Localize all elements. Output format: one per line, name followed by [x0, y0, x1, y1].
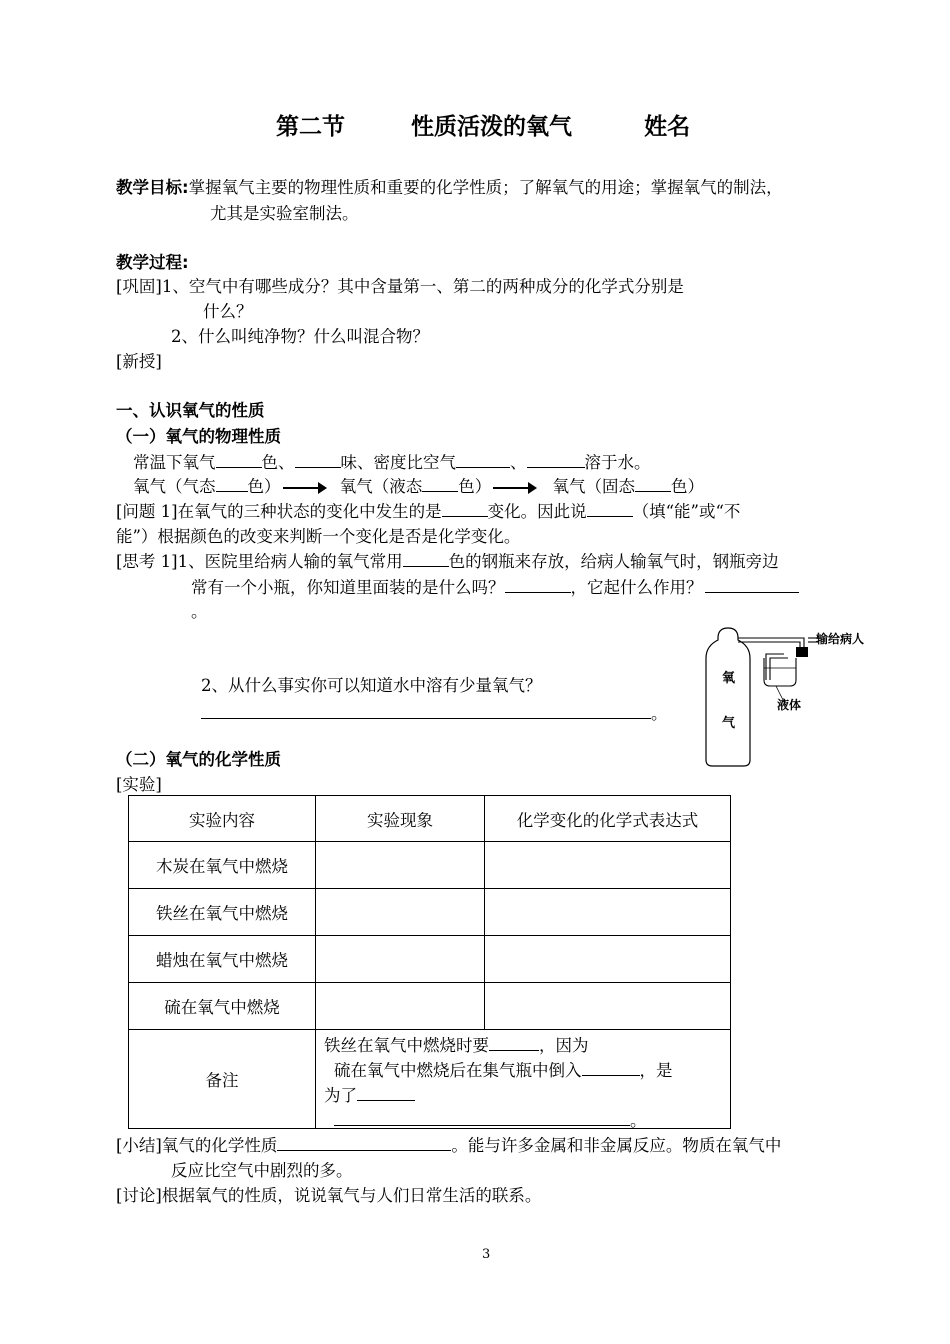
table-row — [129, 936, 731, 983]
review-q1-line1: [巩固]1、空气中有哪些成分？其中含量第一、第二的两种成分的化学式分别是 — [116, 277, 684, 296]
table-header-row — [129, 796, 731, 842]
phenomenon-cell[interactable] — [316, 936, 485, 983]
phenomenon-cell[interactable] — [316, 983, 485, 1030]
formula-cell[interactable] — [485, 936, 731, 983]
process-label: 教学过程: — [116, 253, 189, 272]
part2-heading: （二）氧气的化学性质 — [116, 750, 281, 769]
summary-line2: 反应比空气中剧烈的多。 — [171, 1161, 353, 1180]
table-row — [129, 983, 731, 1030]
text: 。 — [651, 704, 668, 723]
question1-line1 — [116, 498, 740, 522]
arrow-icon — [493, 487, 535, 489]
formula-cell[interactable] — [485, 983, 731, 1030]
blank-solid-color[interactable] — [635, 477, 671, 492]
review-q1-line2: 什么？ — [203, 302, 253, 321]
part1-sub1: （一）氧气的物理性质 — [116, 427, 281, 446]
blank-smell[interactable] — [295, 453, 341, 468]
text: 硫在氧气中燃烧后在集气瓶中倒入 — [334, 1061, 582, 1080]
blank-sulfur-note[interactable] — [582, 1061, 640, 1076]
text: 。能与许多金属和非金属反应。物质在氧气中 — [451, 1136, 782, 1155]
text: ，是 — [639, 1061, 673, 1080]
page-number: 3 — [482, 1247, 491, 1262]
blank-density[interactable] — [456, 453, 510, 468]
row-label: 木炭在氧气中燃烧 — [129, 842, 316, 889]
think1-line2 — [191, 574, 799, 598]
new-lesson: [新授] — [116, 352, 162, 371]
physical-states — [133, 473, 704, 497]
title-name-label: 姓名 — [644, 114, 691, 140]
physical-line1 — [133, 449, 651, 473]
experiment-table — [128, 795, 731, 1129]
figure-label-out: 输给病人 — [816, 632, 865, 646]
figure-bottle-char2: 气 — [722, 716, 736, 731]
table-row — [129, 842, 731, 889]
text: 色） — [247, 477, 281, 496]
phenomenon-cell[interactable] — [316, 842, 485, 889]
figure-bottle-char1: 氧 — [722, 671, 736, 686]
note-line4 — [334, 1107, 647, 1131]
blank-cylinder-color[interactable] — [403, 552, 449, 567]
blank-bottle-content[interactable] — [505, 578, 571, 593]
table-row — [129, 889, 731, 936]
text: 味、密度比空气 — [340, 453, 456, 472]
text: [小结]氧气的化学性质 — [116, 1136, 278, 1155]
blank-chem-property[interactable] — [277, 1136, 451, 1151]
blank-solubility[interactable] — [527, 453, 585, 468]
arrow-icon — [283, 487, 325, 489]
review-q2: 2、什么叫纯净物？什么叫混合物？ — [171, 327, 429, 346]
text: ，因为 — [539, 1036, 589, 1055]
formula-cell[interactable] — [485, 842, 731, 889]
text: 。 — [630, 1111, 647, 1130]
title-topic: 性质活泼的氧气 — [411, 114, 573, 140]
part1-heading: 一、认识氧气的性质 — [116, 401, 265, 420]
discussion: [讨论]根据氧气的性质，说说氧气与人们日常生活的联系。 — [116, 1186, 542, 1205]
text: 色、 — [261, 453, 295, 472]
note-line2 — [334, 1057, 673, 1081]
objective-label: 教学目标: — [116, 178, 189, 197]
formula-cell[interactable] — [485, 889, 731, 936]
phenomenon-cell[interactable] — [316, 889, 485, 936]
blank-iron-note[interactable] — [489, 1036, 539, 1051]
objective-line2: 尤其是实验室制法。 — [210, 204, 359, 223]
text: 色） — [458, 477, 492, 496]
objective-text1: 掌握氧气主要的物理性质和重要的化学性质；了解氧气的用途；掌握氧气的制法， — [188, 178, 783, 197]
note-line1 — [324, 1032, 589, 1056]
text: 、 — [510, 453, 527, 472]
row-label: 硫在氧气中燃烧 — [129, 983, 316, 1030]
row-label: 铁丝在氧气中燃烧 — [129, 889, 316, 936]
note-line3 — [324, 1082, 415, 1106]
text: 溶于水。 — [584, 453, 651, 472]
text: 变化。因此说 — [487, 502, 587, 521]
text: ，它起什么作用？ — [570, 578, 703, 597]
experiment-label: [实验] — [116, 775, 162, 794]
blank-bottle-purpose[interactable] — [705, 578, 799, 593]
table-note-row — [129, 1030, 731, 1129]
text: 常温下氧气 — [133, 453, 216, 472]
row-label: 蜡烛在氧气中燃烧 — [129, 936, 316, 983]
text: 为了 — [324, 1086, 357, 1105]
text: [问题 1]在氧气的三种状态的变化中发生的是 — [116, 502, 442, 521]
text: 氧气（固态 — [552, 477, 635, 496]
text: 色） — [671, 477, 704, 496]
summary-line1 — [116, 1132, 781, 1156]
text: （填“能”或“不 — [632, 502, 741, 521]
header-formula: 化学变化的化学式表达式 — [485, 796, 731, 842]
blank-gas-color[interactable] — [216, 477, 248, 492]
think1-line3: 。 — [191, 602, 208, 621]
note-label: 备注 — [129, 1030, 316, 1129]
text: 色的钢瓶来存放，给病人输氧气时，钢瓶旁边 — [448, 552, 779, 571]
text: 氧气（液态 — [339, 477, 423, 496]
text: 氧气（气态 — [133, 477, 216, 496]
title-section: 第二节 — [276, 114, 345, 140]
blank-can-or-not[interactable] — [587, 502, 633, 517]
note-cell — [316, 1030, 731, 1129]
page-title — [276, 108, 690, 141]
think1-line1 — [116, 548, 779, 572]
think2-answer — [201, 700, 668, 724]
text: 常有一个小瓶，你知道里面装的是什么吗？ — [191, 578, 505, 597]
objective-line1 — [116, 174, 783, 198]
blank-color[interactable] — [216, 453, 262, 468]
header-phenomenon: 实验现象 — [316, 796, 485, 842]
blank-change-type[interactable] — [442, 502, 488, 517]
text: [思考 1]1、医院里给病人输的氧气常用 — [116, 552, 403, 571]
text: 铁丝在氧气中燃烧时要 — [324, 1036, 489, 1055]
question1-line2: 能”）根据颜色的改变来判断一个变化是否是化学变化。 — [116, 527, 521, 546]
figure-label-liquid: 液体 — [777, 698, 802, 712]
think2-question: 2、从什么事实你可以知道水中溶有少量氧气？ — [201, 676, 542, 695]
blank-purpose[interactable] — [357, 1086, 415, 1101]
blank-liquid-color[interactable] — [422, 477, 458, 492]
blank-purpose-cont[interactable] — [334, 1111, 630, 1126]
blank-dissolved-oxygen[interactable] — [201, 704, 651, 719]
header-content: 实验内容 — [129, 796, 316, 842]
